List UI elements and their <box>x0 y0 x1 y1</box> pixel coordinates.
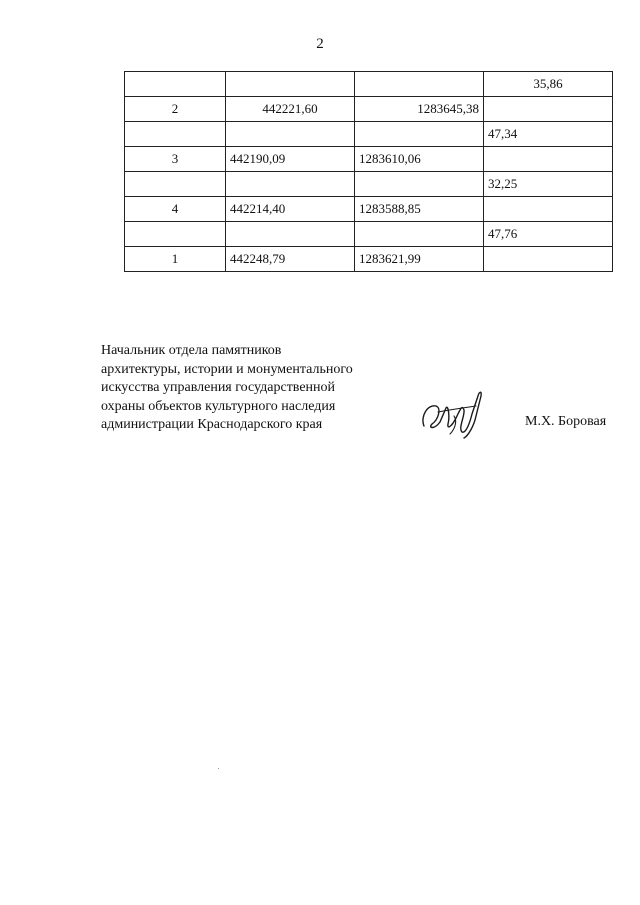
signatory-position <box>101 342 353 435</box>
y-cell: 1283645,38 <box>355 97 484 122</box>
y-cell: 1283610,06 <box>355 147 484 172</box>
point-cell <box>125 222 226 247</box>
y-cell <box>355 222 484 247</box>
x-cell: 442214,40 <box>226 197 355 222</box>
table-row <box>125 247 613 272</box>
position-line: администрации Краснодарского края <box>101 417 323 432</box>
distance-cell: 35,86 <box>484 72 613 97</box>
scan-speck <box>218 768 219 769</box>
x-cell: 442221,60 <box>226 97 355 122</box>
point-cell: 2 <box>125 97 226 122</box>
point-cell: 3 <box>125 147 226 172</box>
point-cell: 4 <box>125 197 226 222</box>
y-cell <box>355 72 484 97</box>
point-cell <box>125 72 226 97</box>
distance-cell <box>484 147 613 172</box>
x-cell <box>226 72 355 97</box>
distance-cell <box>484 247 613 272</box>
signer-name: М.Х. Боровая <box>525 414 607 429</box>
table-row <box>125 72 613 97</box>
point-cell <box>125 172 226 197</box>
y-cell <box>355 122 484 147</box>
distance-cell <box>484 197 613 222</box>
coordinates-table <box>124 71 613 272</box>
point-cell <box>125 122 226 147</box>
table-row <box>125 197 613 222</box>
x-cell <box>226 172 355 197</box>
distance-cell: 47,76 <box>484 222 613 247</box>
position-line: охраны объектов культурного наследия <box>101 398 336 414</box>
position-line: искусства управления государственной <box>101 380 336 395</box>
x-cell <box>226 122 355 147</box>
x-cell <box>226 222 355 247</box>
point-cell: 1 <box>125 247 226 272</box>
x-cell: 442248,79 <box>226 247 355 272</box>
table-row <box>125 172 613 197</box>
table-row <box>125 147 613 172</box>
handwritten-signature <box>418 386 490 442</box>
table-row <box>125 97 613 122</box>
position-line: архитектуры, истории и монументального <box>101 361 353 377</box>
y-cell: 1283588,85 <box>355 197 484 222</box>
table-row <box>125 222 613 247</box>
table-row <box>125 122 613 147</box>
distance-cell <box>484 97 613 122</box>
y-cell <box>355 172 484 197</box>
x-cell: 442190,09 <box>226 147 355 172</box>
distance-cell: 47,34 <box>484 122 613 147</box>
page-number: 2 <box>316 36 324 52</box>
y-cell: 1283621,99 <box>355 247 484 272</box>
position-line: Начальник отдела памятников <box>101 343 282 358</box>
distance-cell: 32,25 <box>484 172 613 197</box>
